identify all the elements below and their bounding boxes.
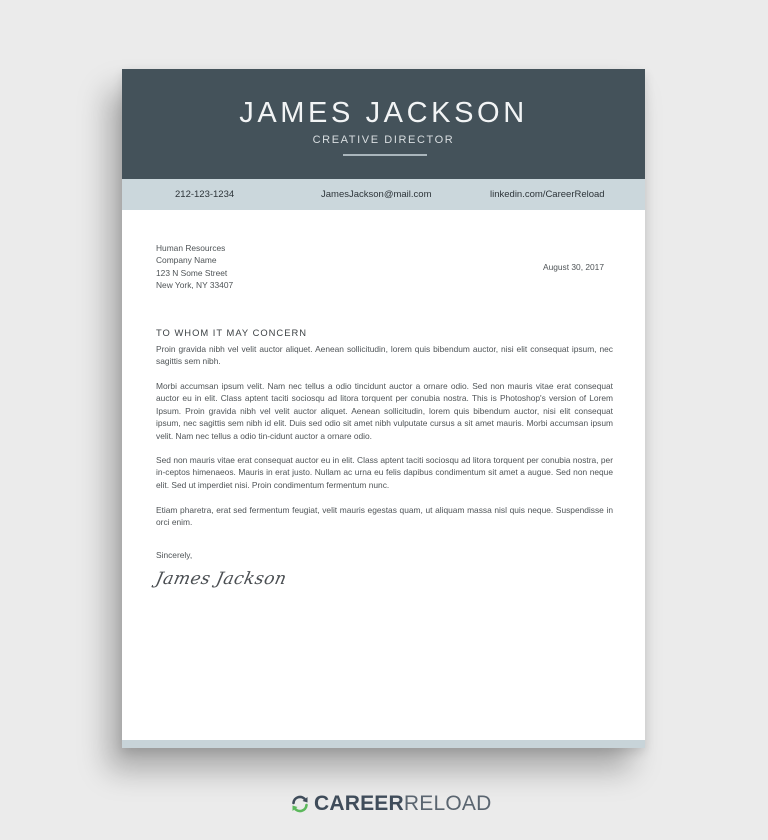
footer-strip	[122, 740, 645, 748]
letter-closing: Sincerely,	[156, 550, 193, 560]
letter-paragraph: Etiam pharetra, erat sed fermentum feugiat, velit mauris egestas quam, ut aliquam massa nisl quis neque. Suspendisse in orci enim.	[156, 505, 613, 528]
recipient-line: Company Name	[156, 255, 217, 266]
letter-header	[122, 69, 645, 179]
contact-strip	[122, 179, 645, 210]
header-divider	[343, 154, 427, 156]
recipient-address	[156, 242, 233, 292]
signature: James Jackson	[153, 569, 289, 589]
cover-letter-page	[122, 69, 645, 748]
letter-date: August 30, 2017	[543, 262, 605, 272]
letter-paragraph: Proin gravida nibh vel velit auctor aliquet. Aenean sollicitudin, lorem quis bibendum auctor, nisi elit consequat ipsum, nec sagittis sem nibh.	[156, 344, 613, 367]
applicant-title: CREATIVE DIRECTOR	[312, 134, 455, 146]
recipient-line: Human Resources	[156, 243, 226, 253]
letter-paragraph: Sed non mauris vitae erat consequat auctor eu in elit. Class aptent taciti sociosqu ad litora torquent per conubia nostra, per in-ceptos himenaeos. Mauris in erat justo. Nullam ac urna eu felis dapibus condimentum sit amet a augue. Sed non neque elit. Sed ut imperdiet nisi. Proin condimentum fermentum nunc.	[156, 455, 613, 490]
brand-name-bold: CAREER	[314, 792, 404, 815]
recipient-line: New York, NY 33407	[156, 280, 234, 291]
letter-paragraph: Morbi accumsan ipsum velit. Nam nec tellus a odio tincidunt auctor a ornare odio. Sed non mauris vitae erat consequat auctor eu in elit. Class aptent taciti sociosqu ad litora torquent per conubia nostra. This is Photoshop's version of Lorem Ipsum. Proin gravida nibh vel velit auctor aliquet. Aenean sollicitudin, lorem quis bibendum auctor, nisi elit consequat ipsum, nec sagittis sem nibh id elit. Duis sed odio sit amet nibh vulputate cursus a sit amet mauris. Morbi accumsan ipsum velit. Nam nec tellus a odio tin-cidunt auctor a ornare odio.	[156, 381, 613, 441]
contact-email: JamesJackson@mail.com	[321, 189, 432, 200]
brand-logo	[290, 793, 491, 815]
recipient-line: 123 N Some Street	[156, 267, 228, 278]
reload-icon	[290, 794, 310, 814]
applicant-name: JAMES JACKSON	[239, 97, 528, 129]
brand-name-light: RELOAD	[403, 792, 492, 815]
contact-phone: 212-123-1234	[175, 189, 235, 200]
letter-greeting: TO WHOM IT MAY CONCERN	[156, 327, 307, 338]
contact-linkedin: linkedin.com/CareerReload	[490, 189, 605, 200]
